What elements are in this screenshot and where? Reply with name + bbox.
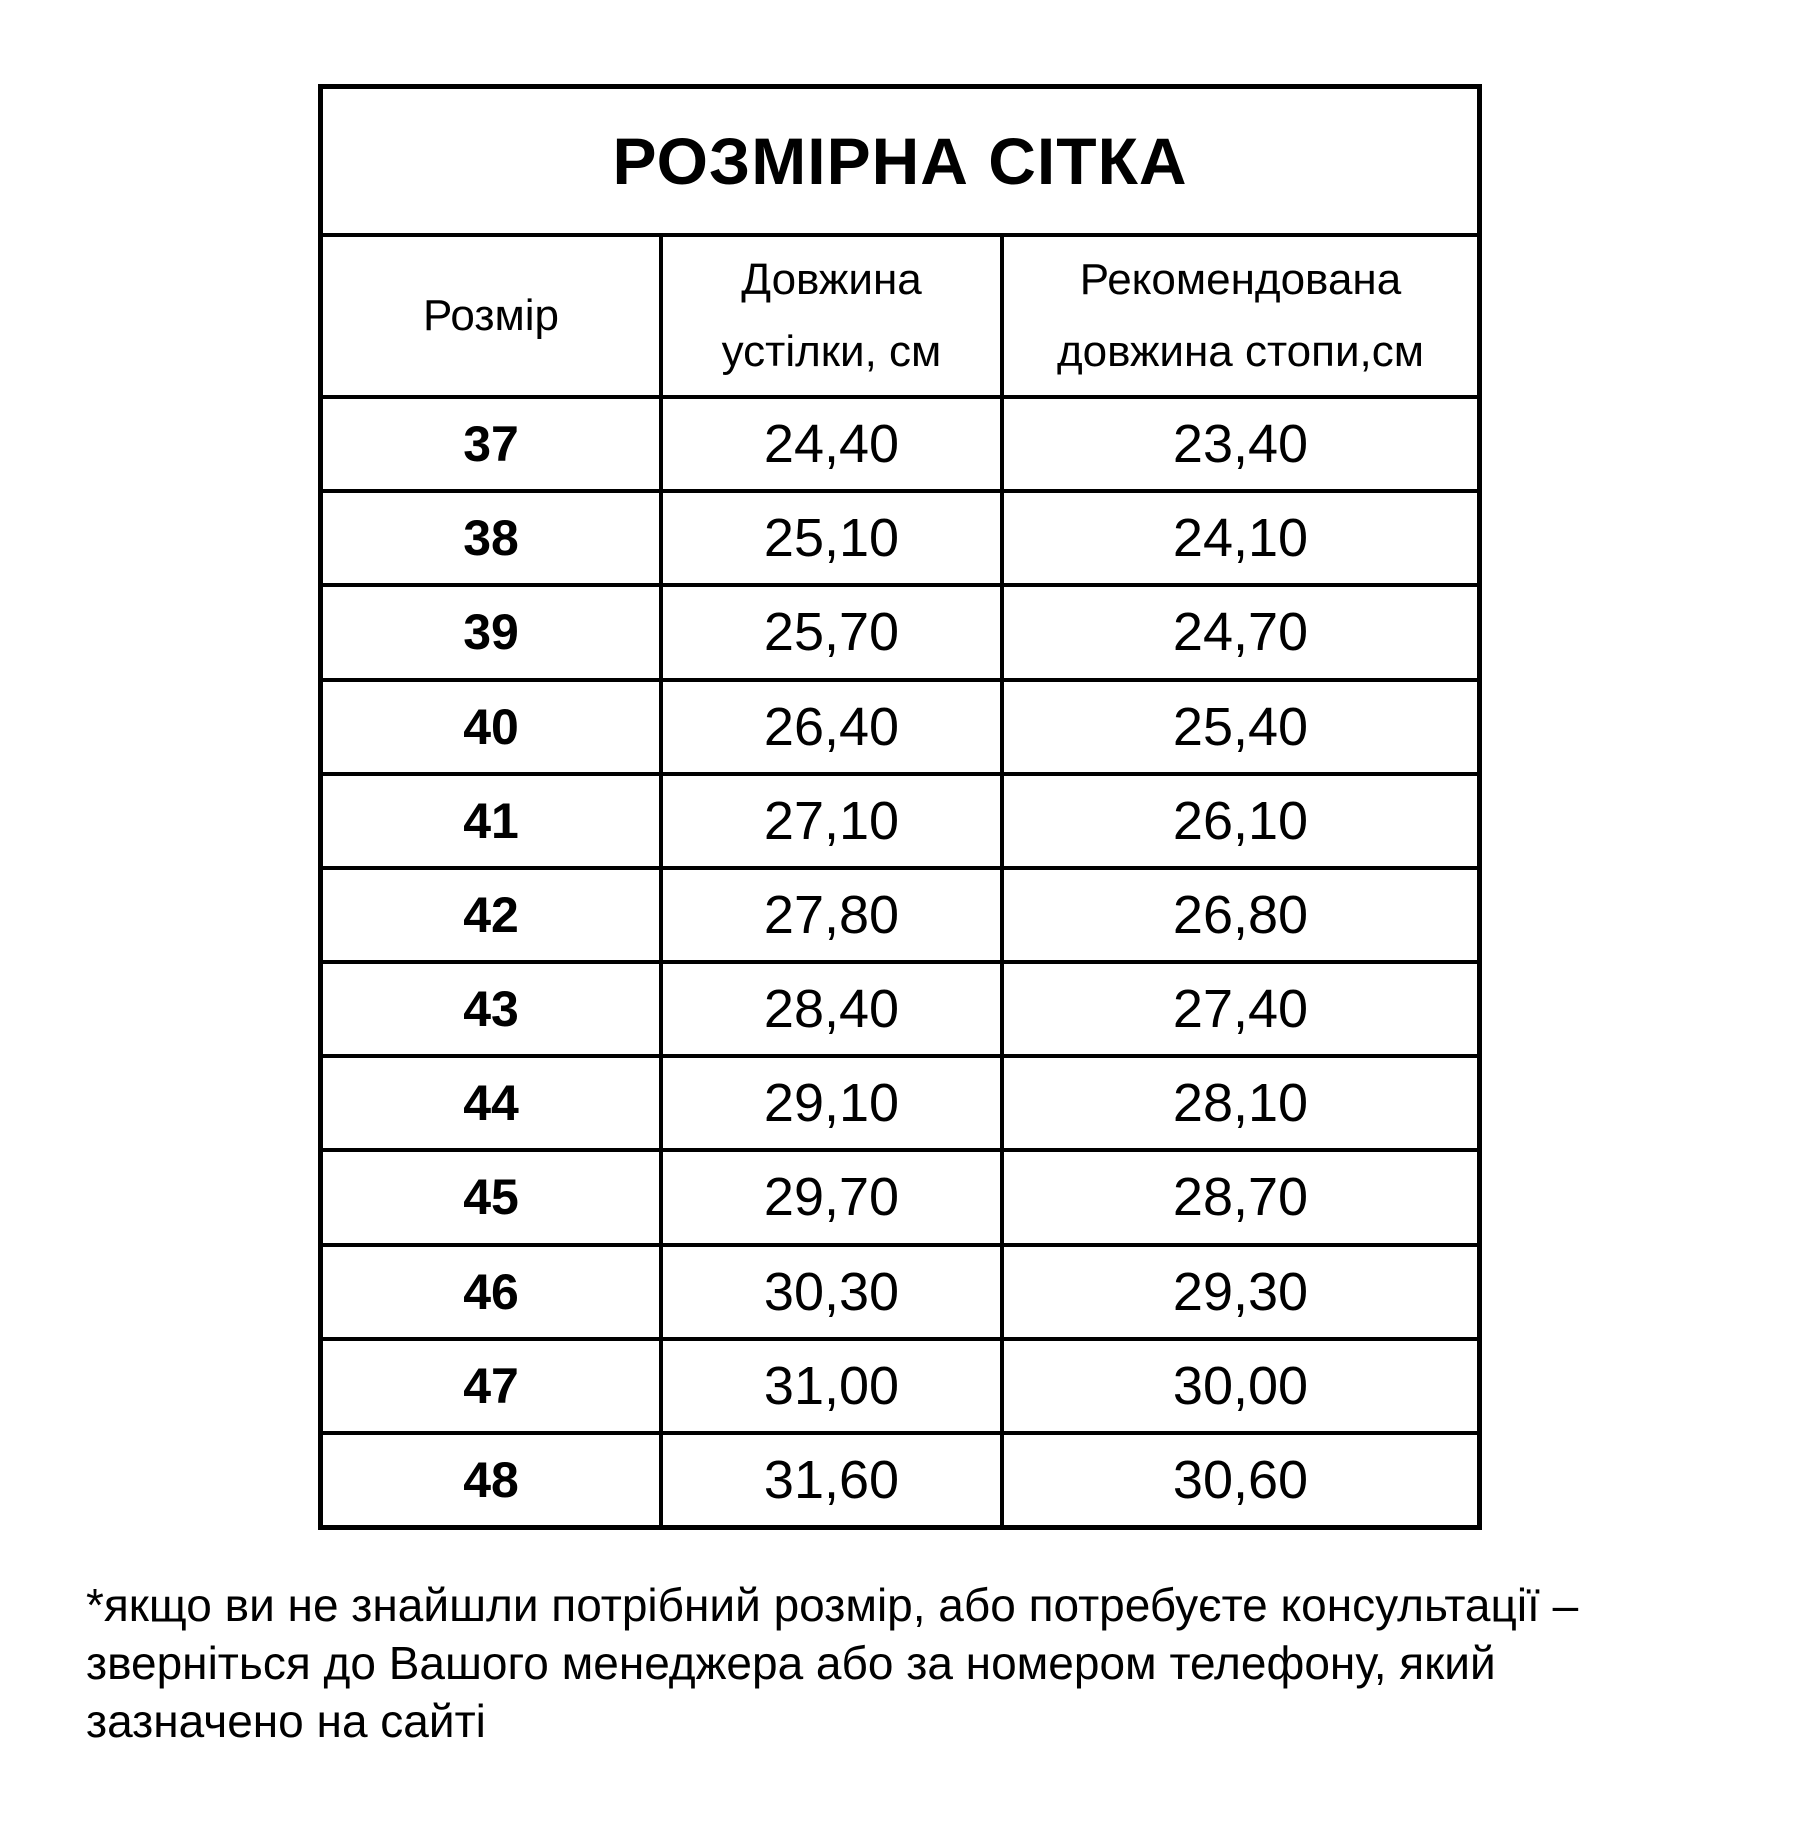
- footnote-line-1: *якщо ви не знайшли потрібний розмір, або потребуєте консультації –: [86, 1579, 1579, 1631]
- table-row: [323, 489, 1477, 583]
- foot-length-cell: 26,80: [1000, 870, 1477, 960]
- column-header-size: [323, 237, 659, 395]
- foot-length-cell: 24,10: [1000, 493, 1477, 583]
- foot-length-cell: 24,70: [1000, 587, 1477, 677]
- size-cell: 47: [463, 1357, 519, 1414]
- insole-length-cell: 27,80: [659, 870, 1000, 960]
- foot-length-cell: 26,10: [1000, 776, 1477, 866]
- foot-length-cell: 25,40: [1000, 682, 1477, 772]
- table-row: [323, 960, 1477, 1054]
- footnote-line-3: зазначено на сайті: [86, 1695, 486, 1747]
- table-row: [323, 1431, 1477, 1525]
- foot-length-cell: 30,00: [1000, 1341, 1477, 1431]
- column-header-size-line: Розмір: [422, 291, 560, 340]
- size-cell: 39: [463, 604, 519, 661]
- table-row: [323, 1243, 1477, 1337]
- column-header-insole-length: [659, 237, 1000, 395]
- size-cell: 46: [463, 1263, 519, 1320]
- insole-length-cell: 29,70: [659, 1152, 1000, 1242]
- insole-length-cell: 31,60: [659, 1435, 1000, 1525]
- foot-length-cell: 28,10: [1000, 1058, 1477, 1148]
- table-header-row: [323, 233, 1477, 395]
- size-cell: 37: [463, 416, 519, 473]
- column-header-foot-line-2: довжина стопи,см: [1056, 327, 1425, 376]
- footnote-line-2: зверніться до Вашого менеджера або за номером телефону, який: [86, 1637, 1496, 1689]
- table-row: [323, 1148, 1477, 1242]
- insole-length-cell: 24,40: [659, 399, 1000, 489]
- size-cell: 44: [463, 1075, 519, 1132]
- table-title: РОЗМІРНА СІТКА: [612, 124, 1188, 198]
- insole-length-cell: 28,40: [659, 964, 1000, 1054]
- size-cell: 43: [463, 981, 519, 1038]
- table-row: [323, 866, 1477, 960]
- table-row: [323, 395, 1477, 489]
- foot-length-cell: 28,70: [1000, 1152, 1477, 1242]
- foot-length-cell: 27,40: [1000, 964, 1477, 1054]
- insole-length-cell: 30,30: [659, 1247, 1000, 1337]
- size-cell: 42: [463, 886, 519, 943]
- insole-length-cell: 31,00: [659, 1341, 1000, 1431]
- insole-length-cell: 26,40: [659, 682, 1000, 772]
- table-row: [323, 583, 1477, 677]
- size-cell: 40: [463, 698, 519, 755]
- table-row: [323, 678, 1477, 772]
- footnote: [86, 1576, 1578, 1750]
- column-header-insole-line-1: Довжина: [741, 255, 922, 304]
- size-cell: 41: [463, 792, 519, 849]
- table-row: [323, 772, 1477, 866]
- column-header-insole-line-2: устілки, см: [721, 327, 942, 376]
- foot-length-cell: 23,40: [1000, 399, 1477, 489]
- foot-length-cell: 30,60: [1000, 1435, 1477, 1525]
- size-cell: 38: [463, 510, 519, 567]
- size-cell: 45: [463, 1169, 519, 1226]
- insole-length-cell: 25,70: [659, 587, 1000, 677]
- table-row: [323, 1054, 1477, 1148]
- insole-length-cell: 25,10: [659, 493, 1000, 583]
- foot-length-cell: 29,30: [1000, 1247, 1477, 1337]
- table-row: [323, 1337, 1477, 1431]
- insole-length-cell: 27,10: [659, 776, 1000, 866]
- column-header-foot-line-1: Рекомендована: [1079, 255, 1402, 304]
- size-cell: 48: [463, 1451, 519, 1508]
- size-table: [318, 84, 1482, 1530]
- column-header-foot-length: [1000, 237, 1477, 395]
- insole-length-cell: 29,10: [659, 1058, 1000, 1148]
